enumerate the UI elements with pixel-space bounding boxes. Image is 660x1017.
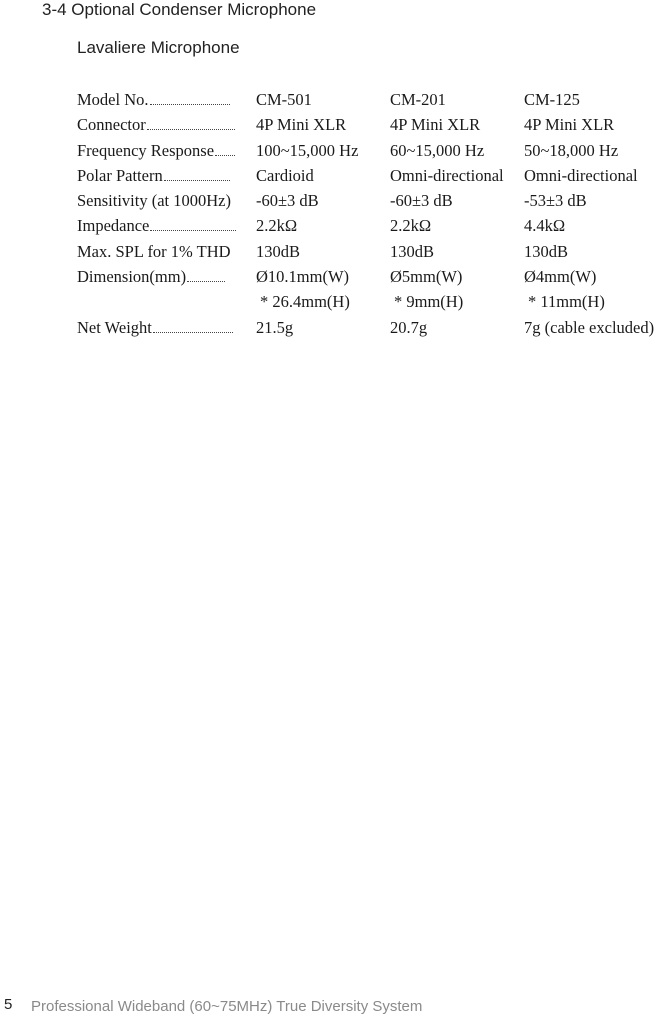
spec-row-frequency: [77, 140, 660, 165]
spec-value-cm201: Ø5mm(W): [390, 267, 463, 287]
spec-table: [77, 89, 660, 342]
spec-value-cm501: * 26.4mm(H): [260, 292, 350, 312]
spec-row-impedance: [77, 215, 660, 240]
spec-value-cm501: -60±3 dB: [256, 191, 319, 211]
spec-value-cm125: 4.4kΩ: [524, 216, 566, 236]
spec-label: Dimension(mm): [77, 266, 247, 288]
spec-row-sensitivity: [77, 190, 660, 215]
spec-row-max-spl: [77, 241, 660, 266]
spec-label: Frequency Response: [77, 140, 247, 162]
spec-value-cm201: 130dB: [390, 241, 435, 261]
spec-row-model: [77, 89, 660, 114]
spec-value-cm125: * 11mm(H): [528, 292, 605, 312]
spec-value-cm501: 100~15,000 Hz: [256, 140, 359, 160]
spec-value-cm501: 21.5g: [256, 317, 294, 337]
spec-row-dimension: [77, 266, 660, 291]
spec-value-cm125: Ø4mm(W): [524, 267, 597, 287]
spec-label: Net Weight: [77, 317, 247, 339]
spec-value-cm501: Ø10.1mm(W): [256, 267, 350, 287]
spec-row-dimension-height: [77, 291, 660, 316]
spec-value-cm201: 4P Mini XLR: [390, 115, 481, 135]
spec-value-cm501: Cardioid: [256, 165, 314, 185]
spec-value-cm201: 20.7g: [390, 317, 428, 337]
footer-text: Professional Wideband (60~75MHz) True Diversity System: [31, 998, 423, 1015]
spec-value-cm125: 130dB: [524, 241, 569, 261]
spec-value-cm125: -53±3 dB: [524, 191, 587, 211]
spec-label: Sensitivity (at 1000Hz): [77, 191, 231, 211]
spec-value-cm201: Omni-directional: [390, 165, 504, 185]
spec-label: Polar Pattern: [77, 165, 247, 187]
spec-label: Impedance: [77, 215, 247, 237]
spec-label: Model No.: [77, 89, 247, 111]
spec-row-connector: [77, 114, 660, 139]
spec-value-cm125: Omni-directional: [524, 165, 638, 185]
spec-value-cm501: 2.2kΩ: [256, 216, 298, 236]
spec-value-cm201: CM-201: [390, 90, 446, 109]
subsection-title: Lavaliere Microphone: [77, 38, 240, 57]
spec-label: Connector: [77, 114, 247, 136]
spec-value-cm125: 7g (cable excluded): [524, 317, 655, 337]
spec-value-cm125: CM-125: [524, 90, 580, 109]
spec-value-cm501: 4P Mini XLR: [256, 115, 347, 135]
spec-row-polar-pattern: [77, 165, 660, 190]
page-number: 5: [4, 996, 13, 1013]
spec-value-cm201: 60~15,000 Hz: [390, 140, 485, 160]
spec-value-cm201: 2.2kΩ: [390, 216, 432, 236]
spec-value-cm501: 130dB: [256, 241, 301, 261]
spec-value-cm125: 4P Mini XLR: [524, 115, 615, 135]
spec-value-cm125: 50~18,000 Hz: [524, 140, 619, 160]
spec-value-cm201: -60±3 dB: [390, 191, 453, 211]
spec-label: Max. SPL for 1% THD: [77, 241, 231, 261]
spec-value-cm201: * 9mm(H): [394, 292, 464, 312]
spec-row-net-weight: [77, 317, 660, 342]
spec-value-cm501: CM-501: [256, 90, 312, 109]
section-title: 3-4 Optional Condenser Microphone: [42, 0, 317, 19]
